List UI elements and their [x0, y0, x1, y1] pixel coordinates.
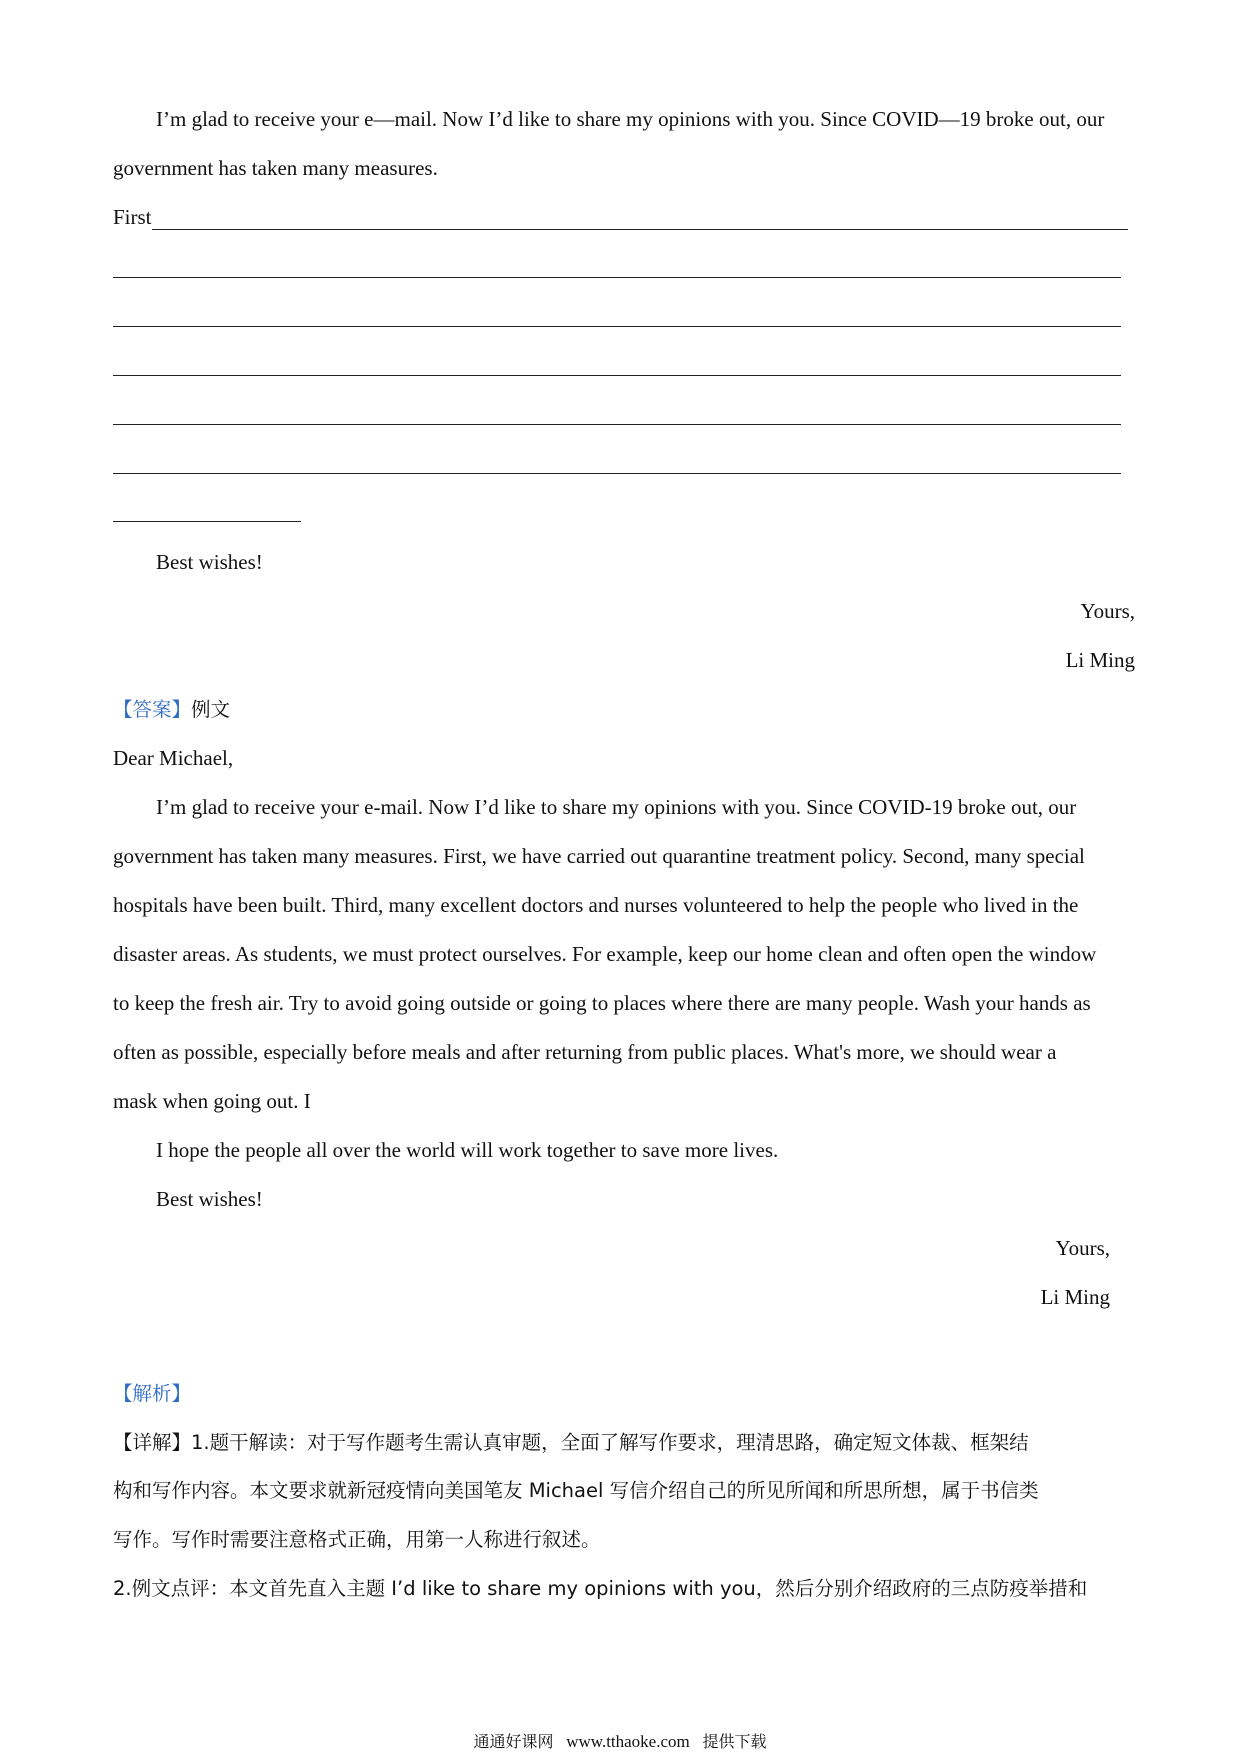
answer-rule-line — [113, 277, 1121, 278]
answer-rule-line — [152, 229, 1128, 230]
closing-text: Best wishes! — [156, 1187, 263, 1211]
answer-rule-line — [113, 424, 1121, 425]
essay-line: government has taken many measures. First, we have carried out quarantine treatment policy. Second, many special — [113, 844, 1085, 868]
signature-yours: Yours, — [1080, 599, 1135, 623]
detail-line: 写作。写作时需要注意格式正确，用第一人称进行叙述。 — [113, 1528, 601, 1551]
answer-label-suffix: 例文 — [191, 698, 231, 721]
answer-heading — [113, 694, 1130, 725]
analysis-label: 【解析】 — [113, 1382, 192, 1405]
first-label: First — [113, 205, 152, 229]
detail-line: 构和写作内容。本文要求就新冠疫情向美国笔友 Michael 写信介绍自己的所见所闻和所思所想，属于书信类 — [113, 1479, 1039, 1502]
essay-line: disaster areas. As students, we must protect ourselves. For example, keep our home clean and often open the window — [113, 942, 1097, 966]
footer-suffix: 提供下载 — [702, 1732, 767, 1751]
footer-site-name: 通通好课网 — [473, 1732, 554, 1751]
footer-url[interactable]: www.tthaoke.com — [566, 1732, 690, 1751]
closing-text: Best wishes! — [156, 550, 263, 574]
comment-line: 2.例文点评：本文首先直入主题 I’d like to share my opinions with you，然后分别介绍政府的三点防疫举措和 — [113, 1577, 1088, 1600]
essay-line: hospitals have been built. Third, many excellent doctors and nurses volunteered to help the people who lived in the — [113, 893, 1079, 917]
signature-name: Li Ming — [1040, 1285, 1110, 1309]
essay-hope-line: I hope the people all over the world will work together to save more lives. — [156, 1138, 779, 1162]
answer-rule-line — [113, 326, 1121, 327]
essay-line: I’m glad to receive your e-mail. Now I’d like to share my opinions with you. Since COVID-19 broke out, our — [156, 795, 1077, 819]
letter-line: government has taken many measures. — [113, 156, 438, 180]
analysis-heading — [113, 1378, 1130, 1409]
answer-rule-line — [113, 473, 1121, 474]
signature-name: Li Ming — [1065, 648, 1135, 672]
salutation: Dear Michael, — [113, 746, 234, 770]
detail-line — [113, 1427, 1130, 1458]
essay-line: to keep the fresh air. Try to avoid going outside or going to places where there are many people. Wash your hands as — [113, 991, 1091, 1015]
letter-line: I’m glad to receive your e—mail. Now I’d like to share my opinions with you. Since COVID—19 broke out, our — [156, 107, 1105, 131]
detail-text: 1.题干解读：对于写作题考生需认真审题，全面了解写作要求，理清思路，确定短文体裁、框架结 — [191, 1431, 1029, 1454]
page-footer — [0, 1730, 1240, 1754]
answer-rule-line-short — [113, 521, 301, 522]
answer-label: 【答案】 — [113, 698, 192, 721]
signature-yours: Yours, — [1055, 1236, 1110, 1260]
answer-rule-line — [113, 375, 1121, 376]
detail-label: 【详解】 — [113, 1431, 192, 1454]
essay-line: often as possible, especially before meals and after returning from public places. What's more, we should wear a — [113, 1040, 1057, 1064]
essay-line: mask when going out. I — [113, 1089, 311, 1113]
